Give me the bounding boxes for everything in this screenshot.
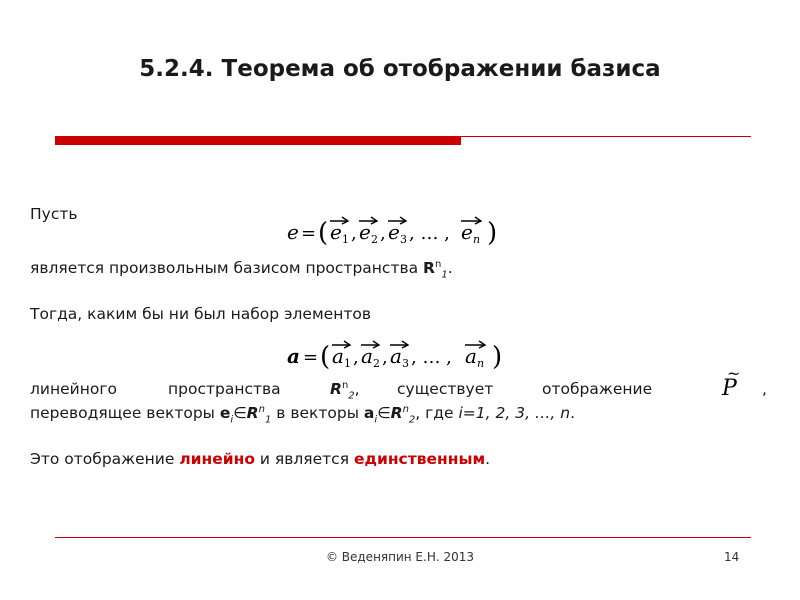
text-let: Пусть <box>30 205 78 223</box>
svg-text:e: e <box>461 220 473 244</box>
svg-text:a: a <box>332 344 344 368</box>
svg-text:, … ,: , … , <box>411 347 452 368</box>
svg-text:1: 1 <box>344 357 351 370</box>
svg-text:,: , <box>380 223 386 244</box>
svg-text:e: e <box>359 220 371 244</box>
svg-text:): ) <box>492 342 503 372</box>
svg-text:a: a <box>287 344 300 368</box>
word-linear: линейного <box>30 380 117 398</box>
slide-title: 5.2.4. Теорема об отображении базиса <box>139 56 661 82</box>
svg-text:,: , <box>353 347 359 368</box>
svg-text:=: = <box>303 347 319 368</box>
text-basis-line: является произвольным базисом пространства $R^n_1$. <box>30 259 453 281</box>
svg-text:e: e <box>388 220 400 244</box>
svg-text:a: a <box>361 344 373 368</box>
svg-text:n: n <box>477 357 485 370</box>
comma: , <box>762 380 767 398</box>
page-number: 14 <box>724 550 740 564</box>
word-mapping: отображение <box>542 380 653 398</box>
footer-divider <box>55 537 751 538</box>
svg-text:a: a <box>390 344 402 368</box>
title-divider-thin <box>461 136 751 137</box>
word-exists: существует <box>397 380 494 398</box>
space-r2: $R^n_2$, <box>330 380 360 402</box>
svg-text:n: n <box>473 233 481 246</box>
text-conclusion: Это отображение линейно и является единственным. <box>30 450 491 468</box>
svg-text:,: , <box>351 223 357 244</box>
highlight-unique: единственным <box>353 450 486 468</box>
svg-text:,: , <box>382 347 388 368</box>
svg-text:3: 3 <box>400 233 407 246</box>
text-mapping-line: переводящее векторы $e_i\in R^n_1$ в векторы $a_i\in R^n_2$, где i=1, 2, 3, …, n. <box>30 404 576 426</box>
text-then: Тогда, каким бы ни был набор элементов <box>30 305 371 323</box>
formula-set-a <box>285 336 525 372</box>
operator-p-tilde: ~ P <box>722 364 741 401</box>
svg-text:1: 1 <box>342 233 349 246</box>
footer-copyright: © Веденяпин Е.Н. 2013 <box>325 550 475 564</box>
word-space: пространства <box>168 380 281 398</box>
svg-text:=: = <box>301 223 317 244</box>
svg-text:, … ,: , … , <box>409 223 450 244</box>
svg-text:(: ( <box>318 218 329 248</box>
svg-text:3: 3 <box>402 357 409 370</box>
svg-text:): ) <box>487 218 498 248</box>
svg-text:e: e <box>287 220 299 244</box>
svg-text:(: ( <box>320 342 331 372</box>
svg-text:2: 2 <box>371 233 378 246</box>
formula-basis-e <box>285 212 515 248</box>
svg-text:2: 2 <box>373 357 380 370</box>
svg-text:e: e <box>330 220 342 244</box>
svg-text:a: a <box>465 344 477 368</box>
highlight-linear: линейно <box>179 450 255 468</box>
title-divider-thick <box>55 136 461 145</box>
